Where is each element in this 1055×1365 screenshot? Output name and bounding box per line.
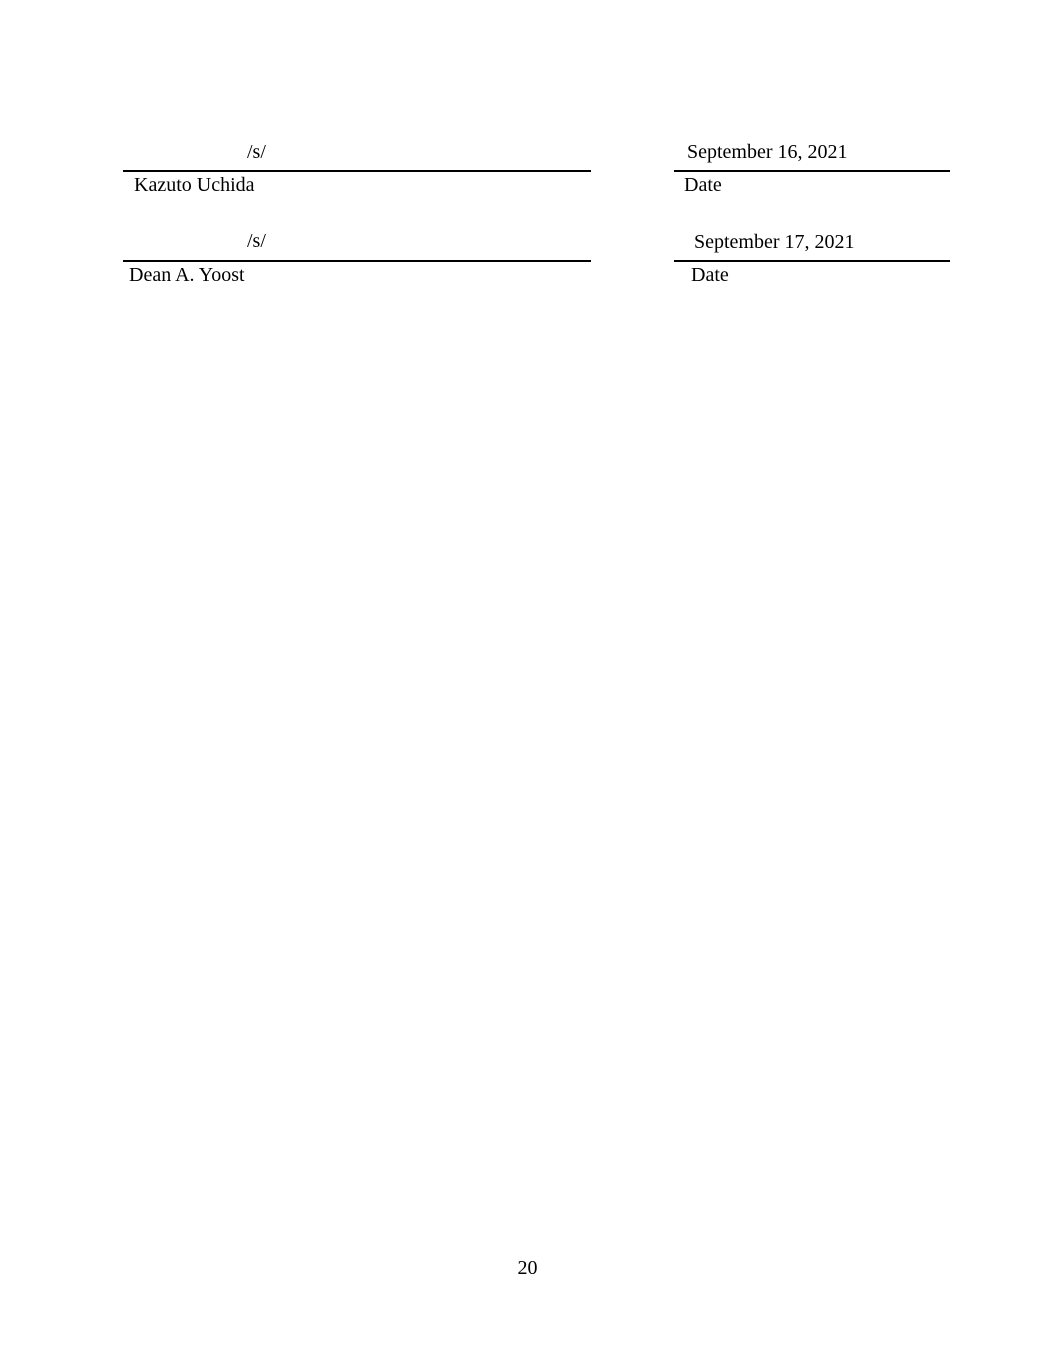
date-line [674,260,950,262]
signer-name: Dean A. Yoost [129,264,245,286]
page-number: 20 [517,1257,538,1279]
date-value: September 16, 2021 [687,141,848,163]
date-label: Date [684,174,722,196]
signer-name: Kazuto Uchida [134,174,255,196]
date-value: September 17, 2021 [694,231,855,253]
date-label: Date [691,264,729,286]
signature-mark: /s/ [247,141,266,163]
signature-mark: /s/ [247,230,266,252]
signature-block-2 [0,0,1055,300]
signature-line [123,260,591,262]
